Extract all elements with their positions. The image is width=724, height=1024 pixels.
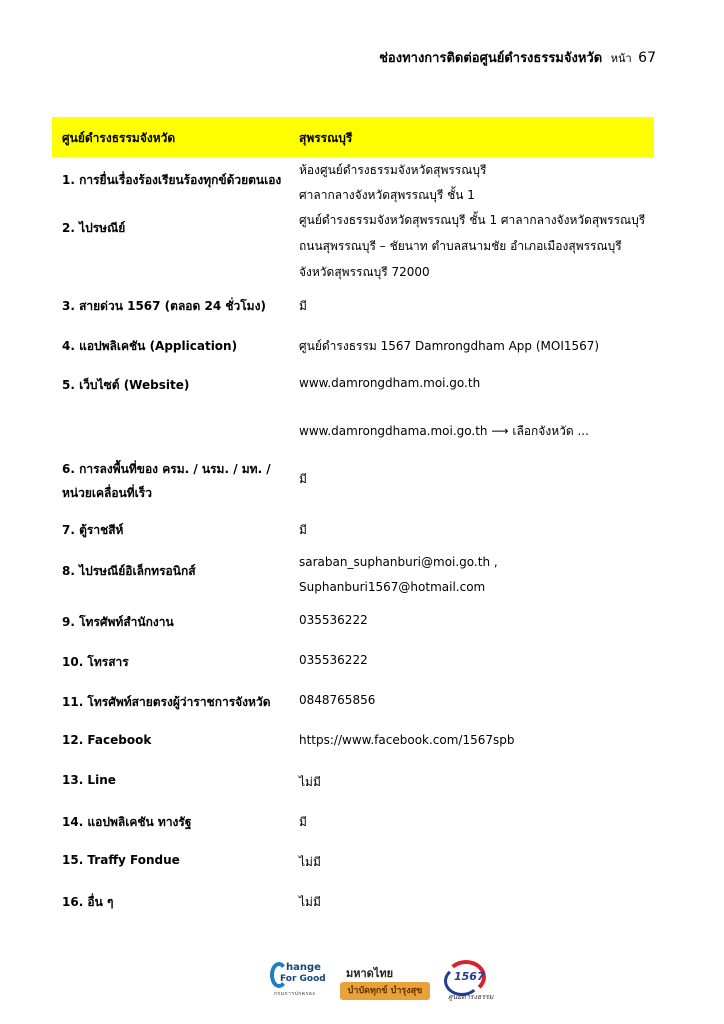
logo-text: บำบัดทุกข์ บำรุงสุข: [340, 982, 430, 1000]
table-header-row: [52, 117, 654, 157]
row-value: มี: [299, 523, 307, 537]
logo-text: ศูนย์ดำรงธรรม: [448, 993, 494, 1001]
website-link[interactable]: www.damrongdhama.moi.go.th ⟶ เลือกจังหวัด ...: [299, 424, 589, 438]
row-label: 6. การลงพื้นที่ของ ครม. / นรม. / มท. /: [62, 462, 271, 476]
row-label: 3. สายด่วน 1567 (ตลอด 24 ชั่วโมง): [62, 299, 266, 313]
row-label: 7. ตู้ราชสีห์: [62, 523, 124, 537]
row-value: 0848765856: [299, 693, 376, 707]
row-value: มี: [299, 472, 307, 486]
row-label: 11. โทรศัพท์สายตรงผู้ว่าราชการจังหวัด: [62, 695, 271, 709]
facebook-link[interactable]: https://www.facebook.com/1567spb: [299, 733, 515, 747]
column-header-province: สุพรรณบุรี: [299, 131, 353, 145]
logo-text: มหาดไทย: [346, 967, 394, 980]
header-title: ช่องทางการติดต่อศูนย์ดำรงธรรมจังหวัด: [379, 51, 603, 66]
row-value: ไม่มี: [299, 855, 321, 869]
row-label: 10. โทรสาร: [62, 655, 129, 669]
logo-text: กรมการปกครอง: [274, 991, 316, 997]
page-header: [379, 47, 656, 68]
row-label: 5. เว็บไซต์ (Website): [62, 378, 190, 392]
row-label-continued: หน่วยเคลื่อนที่เร็ว: [62, 486, 152, 500]
logo-text: hange: [286, 962, 321, 973]
row-value: ไม่มี: [299, 775, 321, 789]
row-label: 8. ไปรษณีย์อิเล็กทรอนิกส์: [62, 564, 196, 578]
footer-logos: [270, 958, 500, 1008]
row-value: มี: [299, 815, 307, 829]
column-header-center: ศูนย์ดำรงธรรมจังหวัด: [62, 131, 176, 145]
page-label: หน้า: [610, 52, 632, 65]
row-value: ศูนย์ดำรงธรรม 1567 Damrongdham App (MOI1567): [299, 339, 600, 353]
ministry-motto-logo: [340, 964, 430, 1002]
row-value: ห้องศูนย์ดำรงธรรมจังหวัดสุพรรณบุรี: [299, 163, 487, 177]
website-link[interactable]: www.damrongdham.moi.go.th: [299, 376, 481, 390]
email-link[interactable]: saraban_suphanburi@moi.go.th ,: [299, 555, 498, 569]
row-value: จังหวัดสุพรรณบุรี 72000: [299, 265, 430, 279]
row-label: 16. อื่น ๆ: [62, 895, 114, 909]
row-value: มี: [299, 299, 307, 313]
row-label: 12. Facebook: [62, 733, 152, 747]
row-label: 13. Line: [62, 773, 116, 787]
row-label: 14. แอปพลิเคชัน ทางรัฐ: [62, 815, 192, 829]
logo-text: For Good: [280, 974, 326, 984]
change-for-good-logo: [270, 962, 334, 1002]
email-link[interactable]: Suphanburi1567@hotmail.com: [299, 580, 486, 594]
logo-text: 1567: [454, 970, 485, 983]
row-value: ถนนสุพรรณบุรี – ชัยนาท ตำบลสนามชัย อำเภอเมืองสุพรรณบุรี: [299, 239, 622, 253]
row-value: ศูนย์ดำรงธรรมจังหวัดสุพรรณบุรี ชั้น 1 ศาลากลางจังหวัดสุพรรณบุรี: [299, 213, 646, 227]
row-value: ศาลากลางจังหวัดสุพรรณบุรี ชั้น 1: [299, 188, 475, 202]
row-value: ไม่มี: [299, 895, 321, 909]
row-value: 035536222: [299, 653, 368, 667]
row-label: 1. การยื่นเรื่องร้องเรียนร้องทุกข์ด้วยตนเอง: [62, 173, 282, 187]
damrongdham-1567-logo: [442, 958, 498, 1006]
row-label: 4. แอปพลิเคชัน (Application): [62, 339, 238, 353]
page-number: 67: [638, 50, 656, 66]
row-label: 15. Traffy Fondue: [62, 853, 180, 867]
row-value: 035536222: [299, 613, 368, 627]
row-label: 9. โทรศัพท์สำนักงาน: [62, 615, 174, 629]
row-label: 2. ไปรษณีย์: [62, 221, 126, 235]
